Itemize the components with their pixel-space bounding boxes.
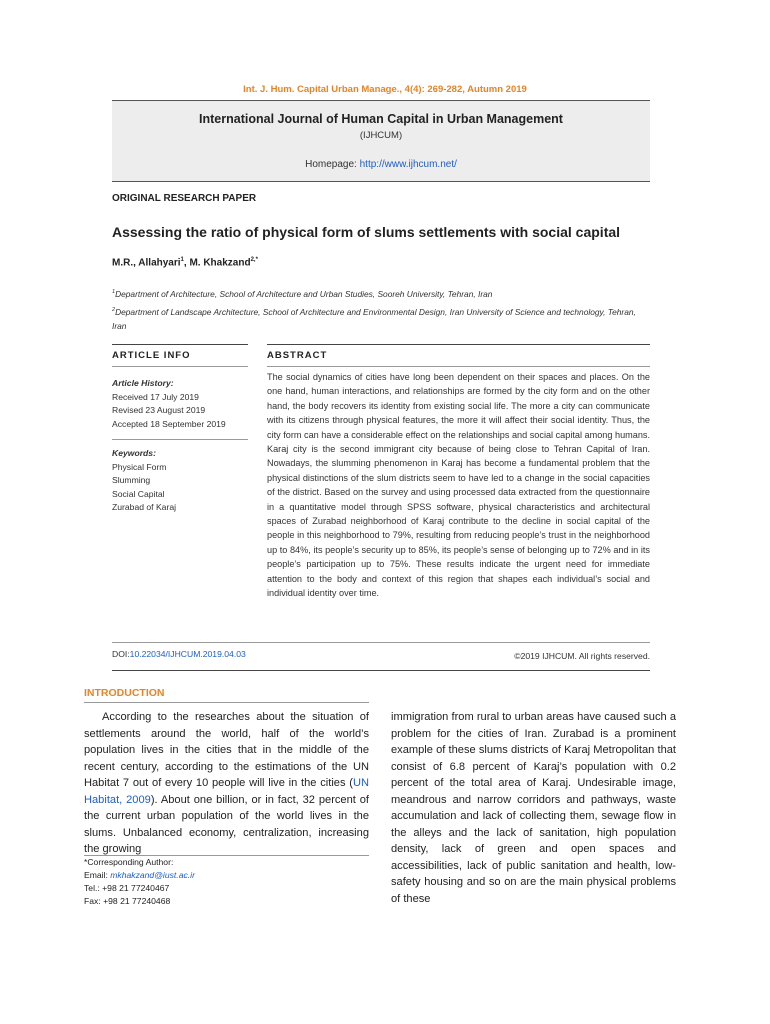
- author-2-affiliation-mark: 2,*: [250, 257, 258, 263]
- keyword-item: Social Capital: [112, 488, 165, 499]
- history-keywords-divider: [112, 439, 248, 440]
- abstract-sub-rule: [267, 366, 650, 367]
- paper-title: Assessing the ratio of physical form of slums settlements with social capital: [112, 224, 621, 240]
- doi-link[interactable]: 10.22034/IJHCUM.2019.04.03: [129, 649, 246, 659]
- intro-text-part: ). About one billion, or in fact, 32 percent of the current urban population of the world lives in the slums. Unbalanced economy, centralization, increasing the growing: [84, 793, 369, 855]
- abstract-bottom-rule: [112, 642, 650, 643]
- author-separator: ,: [183, 257, 190, 269]
- keyword-item: Zurabad of Karaj: [112, 502, 177, 512]
- received-date: Received 17 July 2019: [112, 391, 199, 402]
- front-matter-bottom-rule: [112, 670, 650, 671]
- affiliation-2-mark: 2: [112, 307, 116, 313]
- corresponding-author-label: *Corresponding Author:: [84, 857, 174, 867]
- journal-citation: Int. J. Hum. Capital Urban Manage., 4(4): 269-282, Autumn 2019: [243, 84, 527, 95]
- affiliation-1: [112, 285, 652, 301]
- telephone: Tel.: +98 21 77240467: [84, 883, 170, 893]
- article-info-heading: ARTICLE INFO: [112, 350, 191, 361]
- article-history: [112, 377, 242, 431]
- homepage-line: [112, 159, 650, 170]
- article-info-top-rule: [112, 344, 248, 345]
- accepted-date: Accepted 18 September 2019: [112, 418, 226, 429]
- affiliation-2-text: Department of Landscape Architecture, School of Architecture and Environmental Design, Iran University of Science and technology, Tehran, Iran: [112, 306, 636, 331]
- homepage-link[interactable]: http://www.ijhcum.net/: [359, 159, 457, 170]
- abstract-top-rule: [267, 344, 650, 345]
- copyright-notice: ©2019 IJHCUM. All rights reserved.: [514, 651, 650, 661]
- citation-link-un-habitat[interactable]: UN Habitat, 2009: [84, 777, 369, 806]
- article-history-label: Article History:: [112, 378, 174, 388]
- introduction-heading-rule: [84, 702, 369, 703]
- doi-label: DOI:: [112, 649, 130, 659]
- keywords-block: [112, 447, 242, 515]
- abstract-text: The social dynamics of cities have long been dependent on their spaces and places. On the one hand, human interactions, and relationships are formed by the city form and on the other hand, the body recovers its identity from existing social life. The more a city can communicate with its citizens through physical features, the more it will affect their social identity. Thus, the city form can have a considerable effect on the relationships and social capital among humans. Karaj city is the second immigrant city because of being close to Tehran Capital of Iran. Nowadays, the slumming phenomenon in Karaj has become a fundamental problem that the physical distinctions of the slum districts seem to have led to a change in the social capacities of the district. Based on the survey and using processed data extracted from the questionnaire in a quantitative model through SPSS software, physical characteristics and architectural spaces of Zurabad neighborhood of Karaj contribute to the decline in social capital of the people in this neighborhood to 79%, resulting from reducing people’s trust in the neighborhood up to 84%, its people’s security up to 85%, its people’s sense of belonging up to 72% and in its people’s participation up to 75%. These results indicate the urgent need for immediate attention to the body and context of this region that shapes each individual’s social and individual identity over time.: [267, 372, 650, 599]
- article-info-sub-rule: [112, 366, 248, 367]
- email-label: Email:: [84, 870, 111, 880]
- authors: [112, 257, 258, 268]
- introduction-left-column: [84, 709, 369, 858]
- email-link[interactable]: mkhakzand@iust.ac.ir: [110, 870, 195, 880]
- abstract-heading: ABSTRACT: [267, 350, 328, 361]
- fax: Fax: +98 21 77240468: [84, 896, 171, 906]
- affiliation-1-mark: 1: [112, 289, 116, 295]
- author-2: M. Khakzand: [189, 257, 251, 269]
- revised-date: Revised 23 August 2019: [112, 405, 206, 415]
- corresponding-author-note: [84, 856, 284, 908]
- doi-line: [112, 649, 246, 659]
- keyword-item: Physical Form: [112, 461, 167, 472]
- corresponding-email-line: [84, 869, 284, 882]
- keywords-label: Keywords:: [112, 448, 156, 458]
- intro-text-part: According to the researches about the situation of settlements around the world, half of the world’s population lives in the cities that in the middle of the recent century, according to the estimations of the UN Habitat 7 out of every 10 people will live in the cities (: [84, 711, 369, 789]
- introduction-heading: INTRODUCTION: [84, 687, 165, 699]
- affiliation-1-text: Department of Architecture, School of Architecture and Urban Studies, Sooreh University, Tehran, Iran: [115, 288, 493, 299]
- author-1-affiliation-mark: 1: [180, 257, 184, 263]
- homepage-label: Homepage:: [305, 159, 360, 170]
- journal-abbreviation: (IJHCUM): [359, 130, 403, 141]
- journal-title: International Journal of Human Capital in Urban Management: [199, 112, 563, 126]
- author-1: M.R., Allahyari: [112, 257, 181, 269]
- paper-type: ORIGINAL RESEARCH PAPER: [112, 193, 257, 204]
- keyword-item: Slumming: [112, 475, 151, 485]
- affiliation-2: [112, 303, 652, 333]
- introduction-right-column: immigration from rural to urban areas have caused such a problem for the cities of Iran. Zurabad is a prominent example of these slums districts of Karaj Metropolitan that consist of 6.8 percent of Karaj’s population with 0.2 percent of the total area of Karaj. Undesirable image, meandrous and narrow corridors and pathways, waste accumulation and lack of collecting them, sewage flow in the alleys and the lack of sanitation, high population density, lack of green and open spaces and accessibilities, lack of public sanitation and health, low-safety housing and so on are the main physical problems of these: [391, 711, 676, 905]
